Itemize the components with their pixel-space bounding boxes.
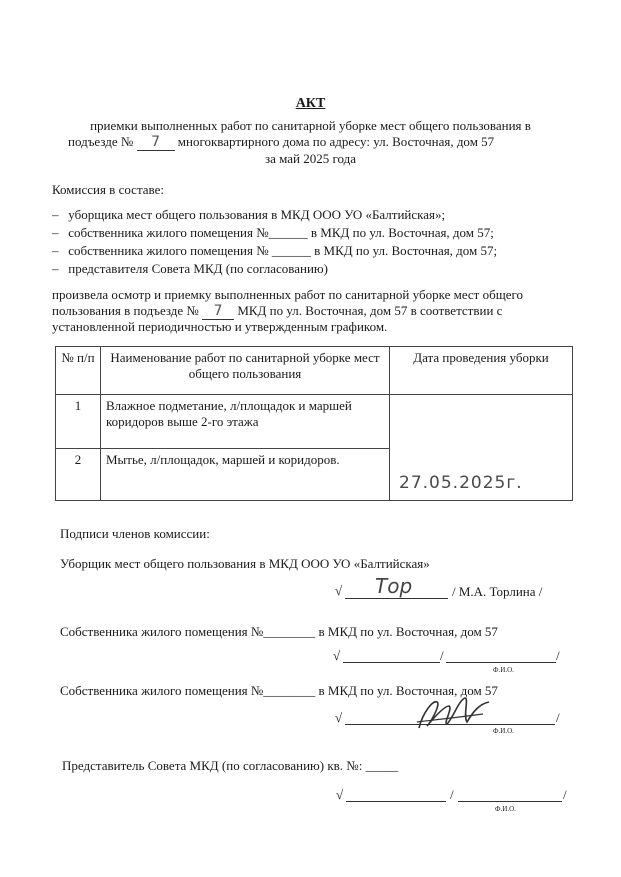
row-num: 2 <box>56 449 101 501</box>
cleaner-label: Уборщик мест общего пользования в МКД ООО УО «Балтийская» <box>60 556 430 571</box>
commission-item: – собственника жилого помещения №______ в МКД по ул. Восточная, дом 57; <box>52 225 494 240</box>
commission-item: – собственника жилого помещения № ______ в МКД по ул. Восточная, дом 57; <box>52 243 498 258</box>
check-mark: √ <box>335 583 343 598</box>
check-mark: √ <box>335 710 343 725</box>
row-num: 1 <box>56 395 101 449</box>
table-row <box>56 395 573 449</box>
row-work: Влажное подметание, л/площадок и маршей коридоров выше 2-го этажа <box>101 395 390 449</box>
heading-period: за май 2025 года <box>264 151 357 166</box>
fio-caption: Ф.И.О. <box>493 666 514 674</box>
heading-entrance-suffix: многоквартирного дома по адресу: ул. Восточная, дом 57 <box>177 134 495 149</box>
signatures-heading: Подписи членов комиссии: <box>60 526 210 541</box>
heading-line-1: приемки выполненных работ по санитарной уборке мест общего пользования в <box>90 118 531 133</box>
cleaner-signature-line <box>345 598 448 599</box>
owner1-fio-line <box>446 662 556 663</box>
fio-caption: Ф.И.О. <box>495 805 516 813</box>
cleaner-signature: Тор <box>375 574 413 598</box>
representative-label: Представитель Совета МКД (по согласованию) кв. №: _____ <box>62 758 399 773</box>
header-num: № п/п <box>56 347 101 395</box>
paragraph-line-2: пользования в подъезде № 7 МКД по ул. Восточная, дом 57 в соответствии с <box>52 303 503 319</box>
owner2-label: Собственника жилого помещения №________ в МКД по ул. Восточная, дом 57 <box>60 683 498 698</box>
header-date: Дата проведения уборки <box>390 347 573 395</box>
paragraph-entrance-handwritten: 7 <box>202 303 234 320</box>
paragraph-line-1: произвела осмотр и приемку выполненных работ по санитарной уборке мест общего <box>52 287 524 302</box>
commission-label: Комиссия в составе: <box>52 182 164 197</box>
fio-caption: Ф.И.О. <box>493 727 514 735</box>
commission-item: – уборщика мест общего пользования в МКД ООО УО «Балтийская»; <box>52 207 446 222</box>
heading-line-2 <box>68 134 494 151</box>
document-title: АКТ <box>295 96 326 111</box>
owner1-label: Собственника жилого помещения №________ в МКД по ул. Восточная, дом 57 <box>60 624 498 639</box>
row-work: Мытье, л/площадок, маршей и коридоров. <box>101 449 390 501</box>
check-mark: √ <box>336 787 344 802</box>
paragraph-line-3: установленной периодичностью и утвержденным графиком. <box>52 319 388 334</box>
cleaner-name: / М.А. Торлина / <box>452 584 543 599</box>
representative-signature-line <box>346 801 446 802</box>
date-cell <box>390 395 573 501</box>
heading-entrance-prefix: подъезде № <box>68 134 134 149</box>
header-work: Наименование работ по санитарной уборке мест общего пользования <box>101 347 390 395</box>
entrance-number-handwritten: 7 <box>137 134 175 151</box>
owner1-signature-line <box>343 662 440 663</box>
commission-item: – представителя Совета МКД (по согласованию) <box>52 261 328 276</box>
check-mark: √ <box>333 648 341 663</box>
owner2-signature-scribble <box>413 692 493 734</box>
table-header-row <box>56 347 573 395</box>
works-table <box>55 346 573 501</box>
representative-fio-line <box>458 801 562 802</box>
handwritten-date: 27.05.2025г. <box>399 473 523 493</box>
